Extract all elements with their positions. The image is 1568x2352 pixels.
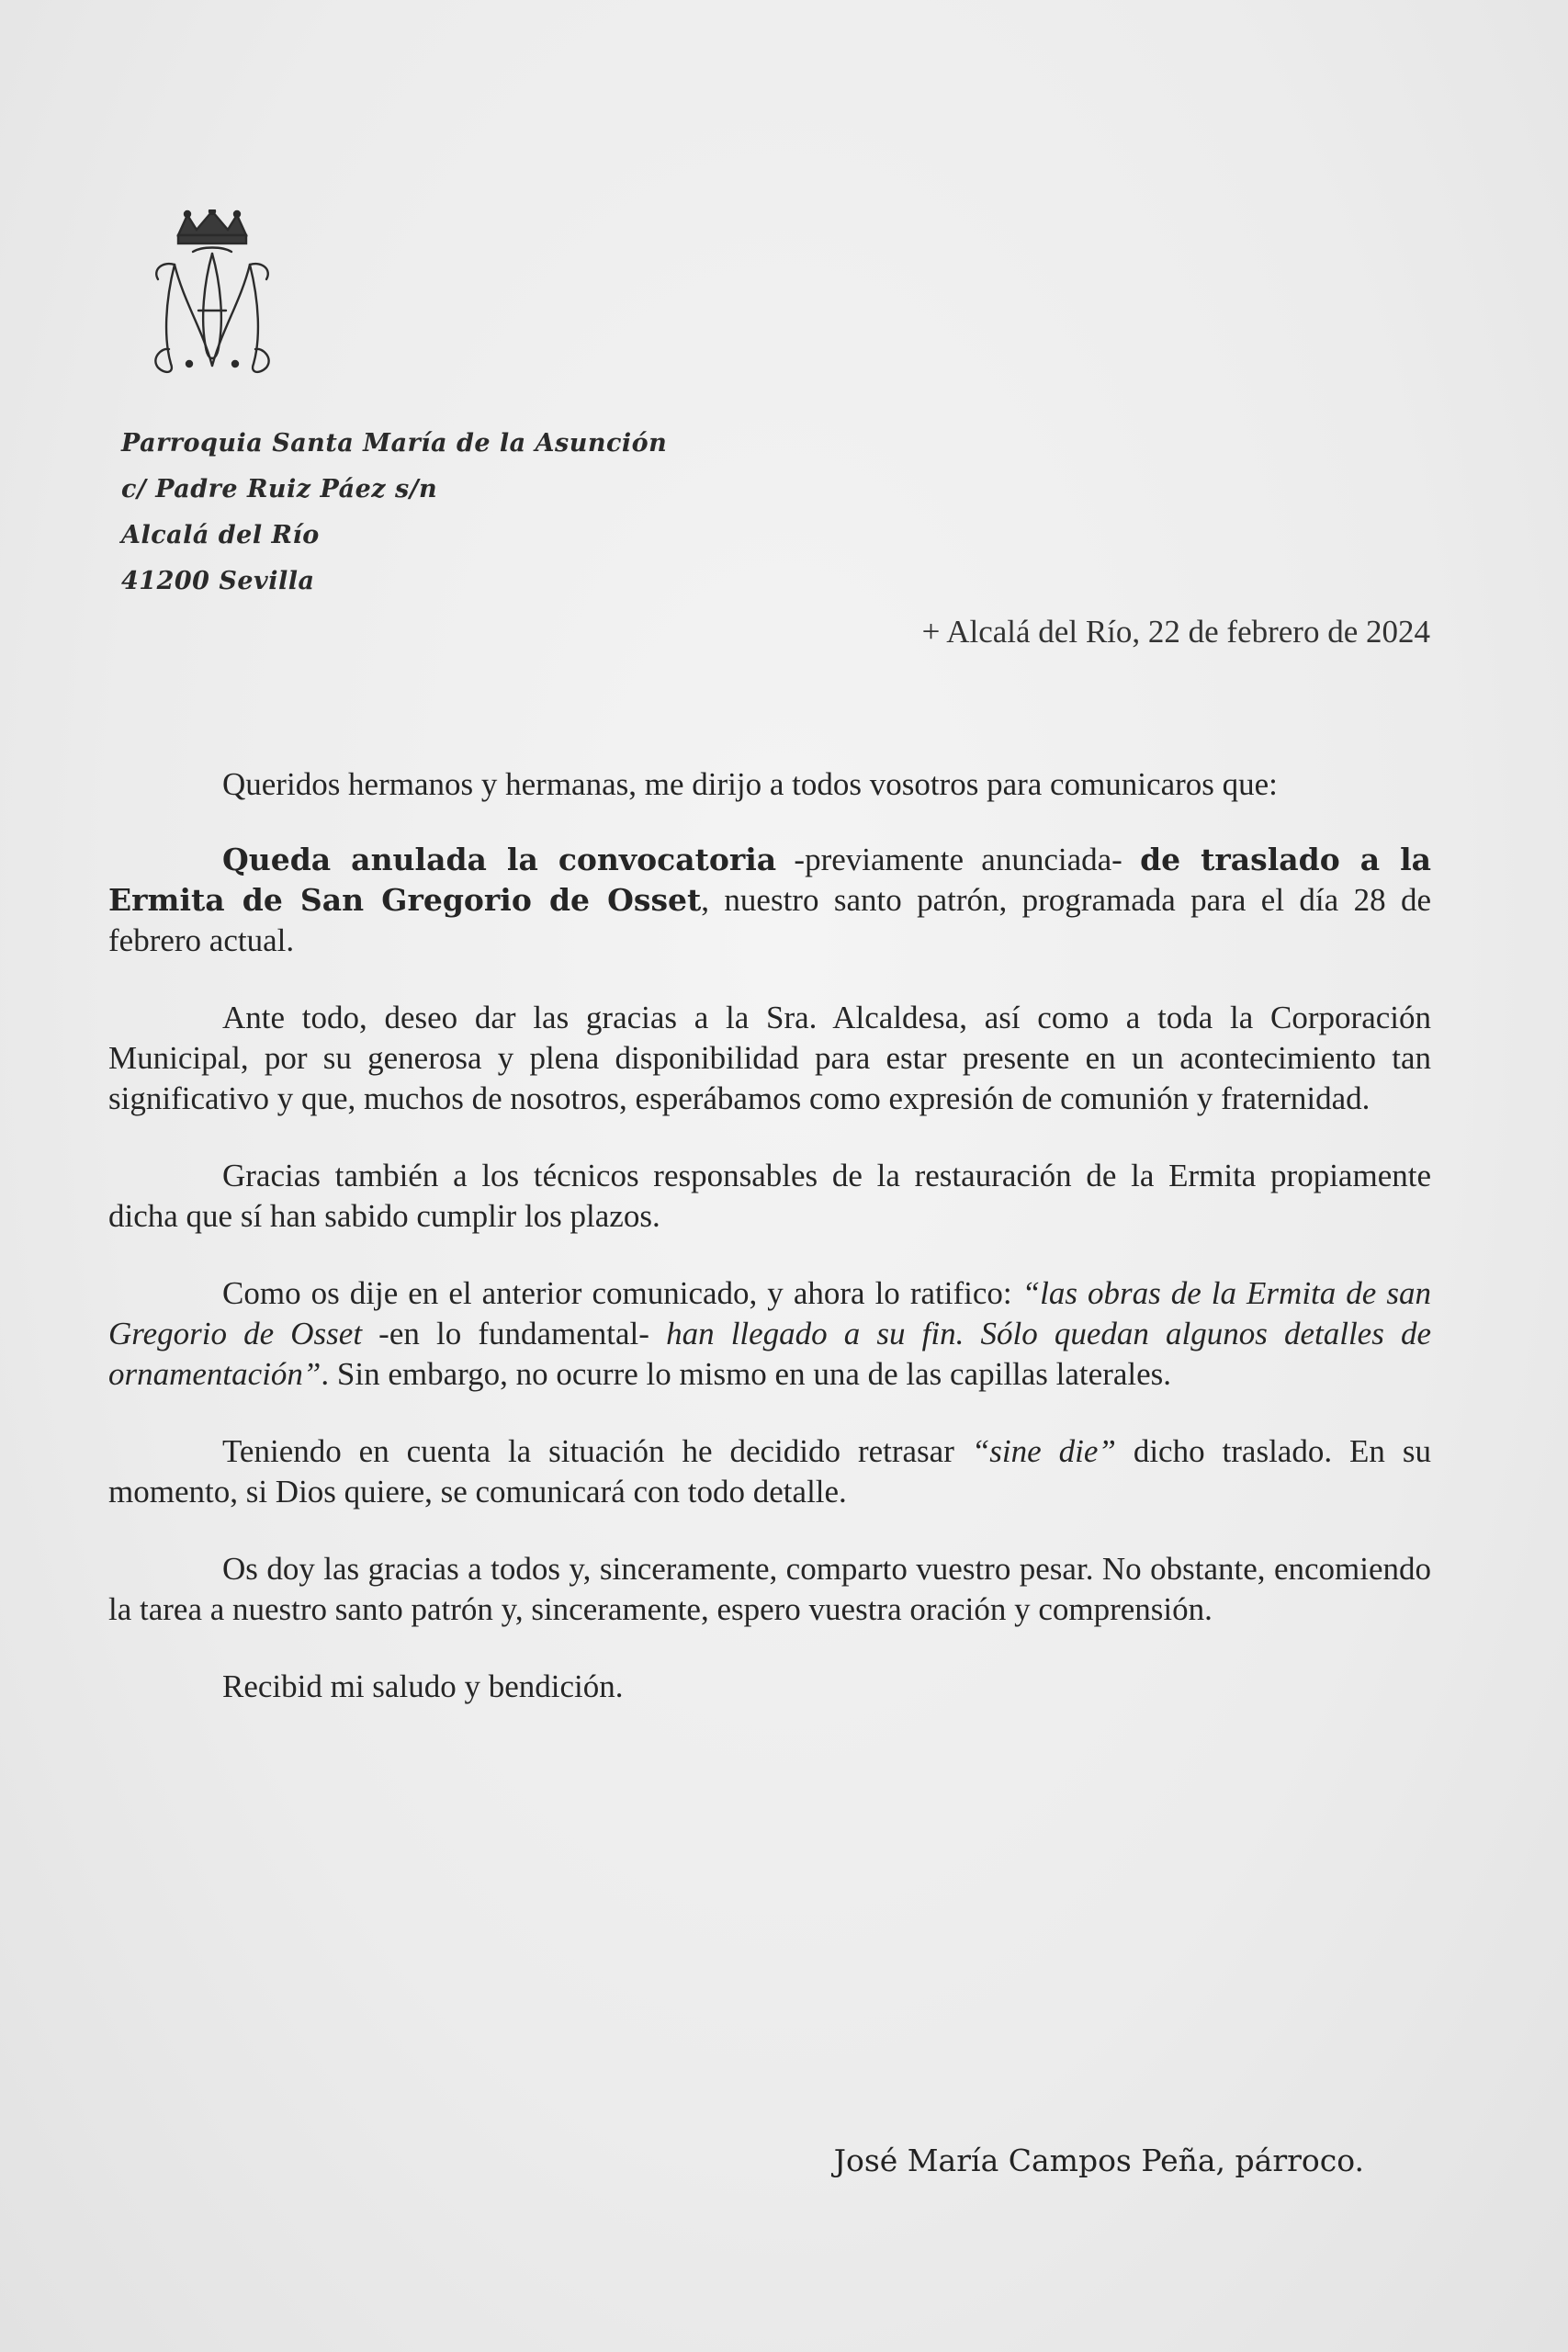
crowned-marian-monogram-icon xyxy=(138,209,287,380)
text-span: dicho traslado. En su momento, si Dios quiere, se comunicará con todo detalle. xyxy=(108,1433,1431,1510)
italic-text: “sine die” xyxy=(971,1433,1116,1469)
paragraph-thanks-mayor: Ante todo, deseo dar las gracias a la Sra. Alcaldesa, así como a toda la Corporación Municipal, por su generosa y plena disponibilidad para estar presente en un acontecimiento tan significativo y que, muchos de nosotros, esperábamos como expresión de comunión y fraternidad. xyxy=(108,1000,1431,1116)
address-line-town: Alcalá del Río xyxy=(121,521,320,549)
paragraph-closing-thanks: Os doy las gracias a todos y, sinceramente, comparto vuestro pesar. No obstante, encomiendo la tarea a nuestro santo patrón y, sinceramente, espero vuestra oración y comprensión. xyxy=(108,1551,1431,1627)
paragraph-works-status xyxy=(108,1273,1431,1395)
bold-text: de traslado a la Ermita de San Gregorio de Osset xyxy=(108,842,1432,918)
paragraph-greeting: Queridos hermanos y hermanas, me dirijo a todos vosotros para comunicaros que: xyxy=(222,766,1278,802)
italic-text: han llegado a su fin. Sólo quedan algunos detalles de ornamentación” xyxy=(108,1316,1431,1392)
paragraph-postponement xyxy=(108,1431,1431,1512)
signature-line: José María Campos Peña, párroco. xyxy=(833,2143,1364,2178)
parish-address xyxy=(121,421,667,605)
paragraph-cancellation xyxy=(108,840,1431,961)
bold-text: Queda anulada la convocatoria xyxy=(222,842,777,877)
address-line-street: c/ Padre Ruiz Páez s/n xyxy=(121,475,438,503)
text-span: Como os dije en el anterior comunicado, y ahora lo ratifico: xyxy=(222,1275,1022,1311)
italic-text: “las obras de la Ermita de san Gregorio de Osset xyxy=(108,1275,1431,1351)
paragraph-blessing: Recibid mi saludo y bendición. xyxy=(222,1668,624,1704)
text-span: -en lo fundamental- xyxy=(362,1316,667,1351)
date-line: + Alcalá del Río, 22 de febrero de 2024 xyxy=(921,614,1430,650)
text-span: , nuestro santo patrón, programada para el día 28 de febrero actual. xyxy=(108,882,1431,958)
text-span: Teniendo en cuenta la situación he decidido retrasar xyxy=(222,1433,972,1469)
text-span: . Sin embargo, no ocurre lo mismo en una de las capillas laterales. xyxy=(321,1356,1172,1392)
address-line-parish: Parroquia Santa María de la Asunción xyxy=(121,429,668,458)
address-line-postal: 41200 Sevilla xyxy=(121,567,315,595)
text-span: -previamente anunciada- xyxy=(776,842,1141,877)
paragraph-thanks-technicians: Gracias también a los técnicos responsables de la restauración de la Ermita propiamente dicha que sí han sabido cumplir los plazos. xyxy=(108,1158,1431,1234)
letter-body xyxy=(108,764,1431,1707)
